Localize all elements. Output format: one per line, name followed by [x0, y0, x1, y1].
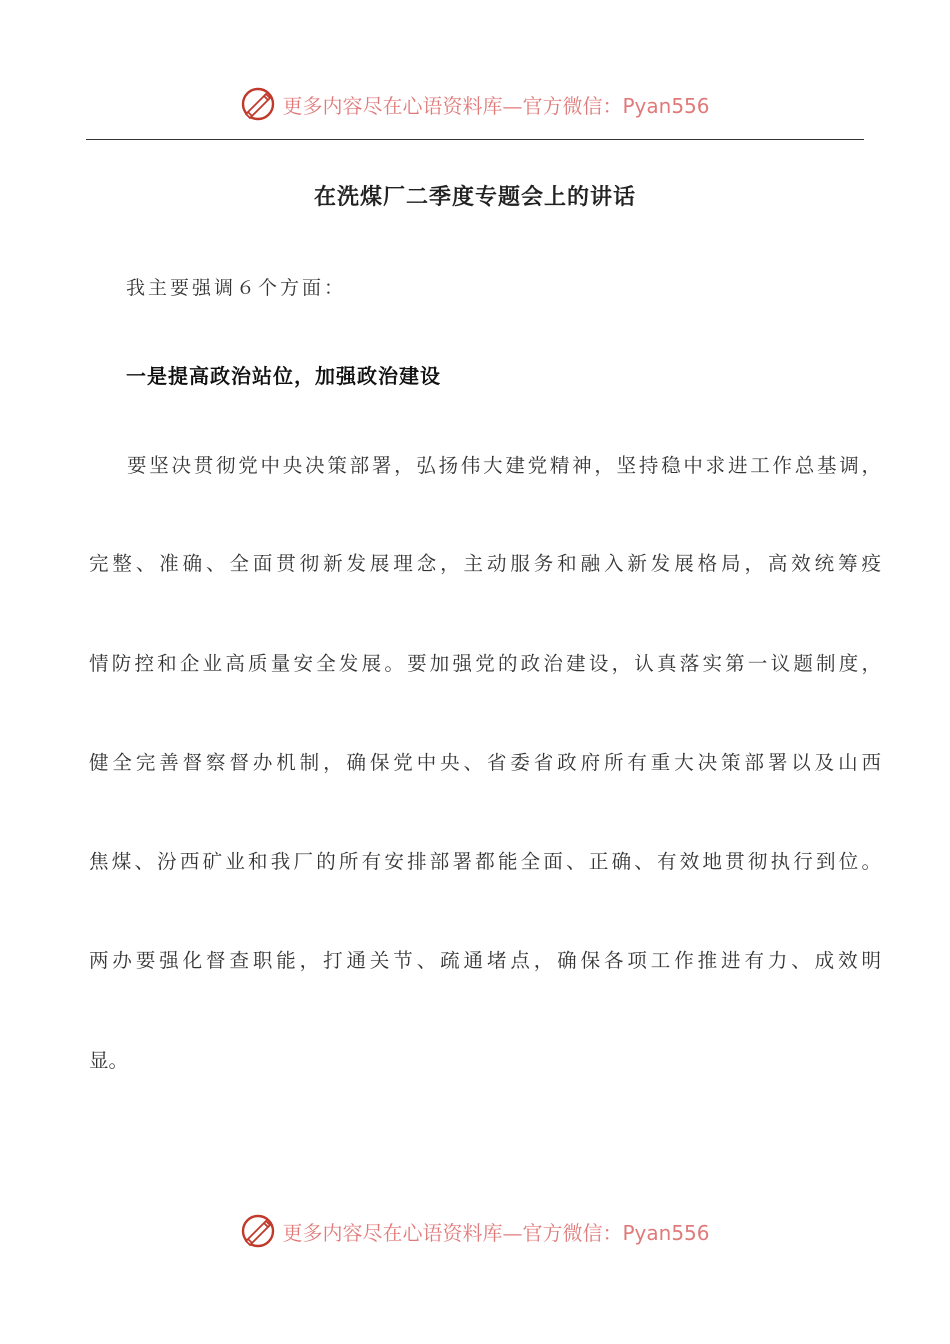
header-divider — [86, 139, 864, 140]
pen-logo-icon — [240, 86, 276, 122]
banner-text: 更多内容尽在心语资料库—官方微信：Pyan556 — [282, 93, 710, 118]
wechat-id: Pyan556 — [622, 1220, 710, 1245]
paragraph-line: 情防控和企业高质量安全发展。要加强党的政治建设，认真落实第一议题制度， — [89, 652, 881, 675]
paragraph-line: 焦煤、汾西矿业和我厂的所有安排部署都能全面、正确、有效地贯彻执行到位。 — [89, 850, 881, 873]
wechat-id: Pyan556 — [622, 93, 710, 118]
pen-logo-icon — [240, 1213, 276, 1249]
paragraph-line: 两办要强化督查职能，打通关节、疏通堵点，确保各项工作推进有力、成效明 — [89, 949, 881, 972]
banner-text: 更多内容尽在心语资料库—官方微信：Pyan556 — [282, 1220, 710, 1245]
paragraph-line: 健全完善督察督办机制，确保党中央、省委省政府所有重大决策部署以及山西 — [89, 751, 881, 774]
footer-banner — [0, 1211, 950, 1251]
section-heading: 一是提高政治站位，加强政治建设 — [126, 364, 441, 388]
header-banner — [0, 84, 950, 124]
intro-text: 我主要强调６个方面： — [126, 277, 347, 299]
paragraph-line: 显。 — [89, 1049, 129, 1072]
paragraph-line: 要坚决贯彻党中央决策部署，弘扬伟大建党精神，坚持稳中求进工作总基调， — [127, 454, 881, 477]
paragraph-line: 完整、准确、全面贯彻新发展理念，主动服务和融入新发展格局，高效统筹疫 — [89, 552, 881, 575]
page-title: 在洗煤厂二季度专题会上的讲话 — [313, 185, 636, 210]
